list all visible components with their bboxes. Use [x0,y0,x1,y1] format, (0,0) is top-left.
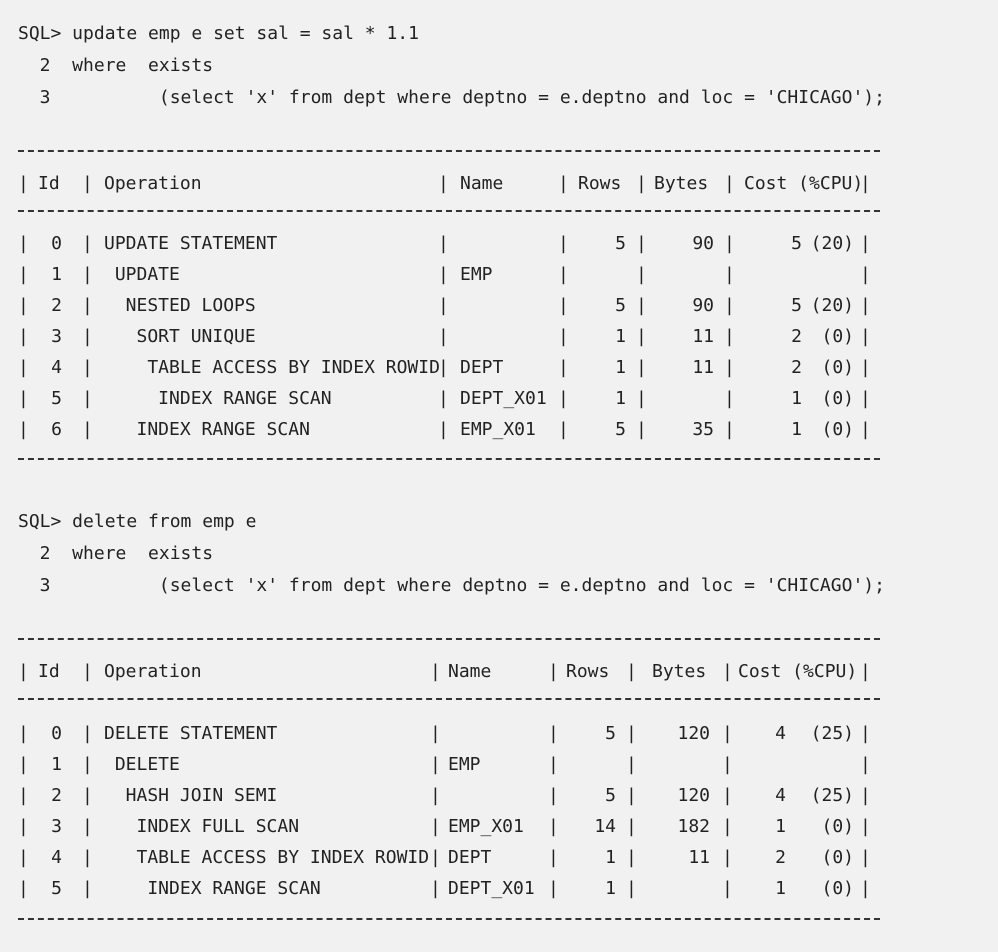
header-cost: Cost (%CPU) [744,173,864,194]
cell-name: EMP_X01 [460,419,536,440]
cell-bytes: 35 [692,419,714,440]
column-divider: | [860,419,871,440]
cell-id: 6 [51,419,62,440]
column-divider: | [724,388,735,409]
column-divider: | [558,233,569,254]
column-divider: | [860,357,871,378]
column-divider: | [82,785,93,806]
cell-operation: INDEX RANGE SCAN [104,419,310,440]
cell-rows: 1 [605,847,616,868]
header-operation: Operation [104,173,202,194]
column-divider: | [82,326,93,347]
column-divider: | [82,357,93,378]
cell-id: 4 [51,357,62,378]
column-divider: | [626,723,637,744]
column-divider: | [558,295,569,316]
cell-id: 1 [51,264,62,285]
cell-id: 3 [51,326,62,347]
cell-name: EMP [448,754,481,775]
header-name: Name [448,661,492,682]
column-divider: | [82,233,93,254]
column-divider: | [636,388,647,409]
column-divider: | [626,754,637,775]
cell-bytes: 11 [692,326,714,347]
column-divider: | [860,847,871,868]
cell-cost: 1 [791,388,802,409]
column-divider: | [558,419,569,440]
column-divider: | [430,847,441,868]
separator-line [18,150,880,152]
column-divider: | [636,419,647,440]
column-divider: | [18,295,29,316]
column-divider: | [860,326,871,347]
header-bytes: Bytes [654,173,709,194]
cell-bytes: 120 [677,723,710,744]
column-divider: | [722,723,733,744]
cell-name: DEPT [460,357,504,378]
column-divider: | [18,723,29,744]
column-divider: | [860,295,871,316]
column-divider: | [18,785,29,806]
column-divider: | [430,785,441,806]
column-divider: | [548,785,559,806]
cell-id: 5 [51,878,62,899]
cell-operation: INDEX FULL SCAN [104,816,300,837]
column-divider: | [82,878,93,899]
plan-row [18,877,898,901]
plan-header-row: | Id | Operation | Name | Rows | Bytes | Cost (%CPU) | [18,661,871,682]
sql-line: 3 (select 'x' from dept where deptno = e.deptno and loc = 'CHICAGO'); [18,575,885,596]
cell-rows: 1 [615,388,626,409]
column-divider: | [438,264,449,285]
cell-cost: 4 [775,723,786,744]
column-divider: | [722,816,733,837]
cell-rows: 5 [615,233,626,254]
column-divider: | [18,419,29,440]
column-divider: | [438,388,449,409]
cell-rows: 1 [615,326,626,347]
column-divider: | [860,233,871,254]
column-divider: | [626,785,637,806]
column-divider: | [548,816,559,837]
column-divider: | [558,388,569,409]
column-divider: | [18,357,29,378]
plan-row [18,294,898,318]
cell-operation: UPDATE STATEMENT [104,233,278,254]
separator-line [18,210,880,212]
plan-row [18,815,898,839]
column-divider: | [626,816,637,837]
column-divider: | [860,754,871,775]
cell-rows: 5 [615,295,626,316]
cell-cpu: (20) [810,295,854,316]
column-divider: | [558,326,569,347]
column-divider: | [860,388,871,409]
plan-row [18,356,898,380]
cell-cpu: (0) [821,388,854,409]
cell-cpu: (0) [821,419,854,440]
cell-bytes: 90 [692,295,714,316]
column-divider: | [860,878,871,899]
column-divider: | [860,816,871,837]
header-rows: Rows [578,173,622,194]
column-divider: | [860,723,871,744]
column-divider: | [82,754,93,775]
header-rows: Rows [566,661,610,682]
cell-rows: 5 [605,785,616,806]
column-divider: | [18,233,29,254]
column-divider: | [438,357,449,378]
cell-id: 0 [51,723,62,744]
cell-id: 2 [51,295,62,316]
column-divider: | [82,295,93,316]
cell-operation: DELETE STATEMENT [104,723,278,744]
cell-id: 3 [51,816,62,837]
header-cost: Cost (%CPU) [738,661,858,682]
column-divider: | [626,847,637,868]
cell-id: 1 [51,754,62,775]
separator-line [18,458,880,460]
cell-rows: 5 [615,419,626,440]
cell-operation: TABLE ACCESS BY INDEX ROWID [104,357,440,378]
cell-operation: HASH JOIN SEMI [104,785,278,806]
cell-cpu: (25) [810,785,854,806]
column-divider: | [636,295,647,316]
sql-line: 3 (select 'x' from dept where deptno = e.deptno and loc = 'CHICAGO'); [18,87,885,108]
cell-cost: 1 [775,878,786,899]
cell-bytes: 120 [677,785,710,806]
cell-operation: INDEX RANGE SCAN [104,878,321,899]
cell-cpu: (20) [810,233,854,254]
sql-line: SQL> delete from emp e [18,511,257,532]
cell-name: EMP [460,264,493,285]
column-divider: | [548,878,559,899]
cell-name: DEPT_X01 [448,878,535,899]
column-divider: | [722,754,733,775]
column-divider: | [860,785,871,806]
cell-id: 5 [51,388,62,409]
cell-rows: 1 [605,878,616,899]
column-divider: | [430,878,441,899]
cell-cpu: (0) [821,326,854,347]
cell-cost: 1 [775,816,786,837]
column-divider: | [430,754,441,775]
plan-row [18,846,898,870]
column-divider: | [18,878,29,899]
column-divider: | [636,264,647,285]
cell-bytes: 11 [692,357,714,378]
column-divider: | [438,419,449,440]
cell-cost: 2 [791,357,802,378]
column-divider: | [438,326,449,347]
column-divider: | [724,233,735,254]
header-bytes: Bytes [652,661,707,682]
column-divider: | [724,264,735,285]
cell-cpu: (0) [821,816,854,837]
cell-operation: NESTED LOOPS [104,295,256,316]
cell-cost: 2 [791,326,802,347]
plan-row [18,387,898,411]
column-divider: | [724,357,735,378]
plan-row [18,753,898,777]
column-divider: | [438,295,449,316]
cell-cpu: (0) [821,357,854,378]
header-id: Id [38,661,60,682]
column-divider: | [724,419,735,440]
column-divider: | [548,723,559,744]
column-divider: | [860,264,871,285]
column-divider: | [636,357,647,378]
sql-line: 2 where exists [18,543,214,564]
column-divider: | [18,388,29,409]
column-divider: | [18,264,29,285]
column-divider: | [626,878,637,899]
cell-cost: 1 [791,419,802,440]
cell-rows: 14 [594,816,616,837]
cell-rows: 5 [605,723,616,744]
sql-line: 2 where exists [18,55,214,76]
plan-row [18,722,898,746]
column-divider: | [82,264,93,285]
plan-row [18,418,898,442]
plan-row [18,325,898,349]
column-divider: | [548,754,559,775]
column-divider: | [724,326,735,347]
column-divider: | [438,233,449,254]
cell-bytes: 90 [692,233,714,254]
column-divider: | [82,388,93,409]
cell-id: 2 [51,785,62,806]
cell-name: DEPT [448,847,492,868]
separator-line [18,918,880,920]
plan-header-row: | Id | Operation | Name | Rows | Bytes | Cost (%CPU) | [18,173,871,194]
plan-row [18,263,898,287]
cell-cost: 4 [775,785,786,806]
sql-line: SQL> update emp e set sal = sal * 1.1 [18,23,419,44]
column-divider: | [18,847,29,868]
column-divider: | [82,723,93,744]
column-divider: | [558,357,569,378]
column-divider: | [558,264,569,285]
column-divider: | [82,847,93,868]
cell-bytes: 11 [688,847,710,868]
separator-line [18,698,880,700]
cell-cpu: (25) [810,723,854,744]
column-divider: | [722,847,733,868]
column-divider: | [636,233,647,254]
cell-operation: INDEX RANGE SCAN [104,388,332,409]
column-divider: | [722,878,733,899]
plan-row [18,784,898,808]
cell-name: EMP_X01 [448,816,524,837]
column-divider: | [18,816,29,837]
cell-operation: TABLE ACCESS BY INDEX ROWID [104,847,430,868]
cell-id: 0 [51,233,62,254]
cell-cpu: (0) [821,878,854,899]
column-divider: | [82,419,93,440]
column-divider: | [18,326,29,347]
cell-operation: SORT UNIQUE [104,326,256,347]
cell-cost: 5 [791,295,802,316]
cell-cpu: (0) [821,847,854,868]
header-id: Id [38,173,60,194]
column-divider: | [82,816,93,837]
cell-id: 4 [51,847,62,868]
cell-cost: 2 [775,847,786,868]
column-divider: | [724,295,735,316]
column-divider: | [722,785,733,806]
cell-bytes: 182 [677,816,710,837]
column-divider: | [636,326,647,347]
cell-rows: 1 [615,357,626,378]
column-divider: | [18,754,29,775]
separator-line [18,638,880,640]
column-divider: | [548,847,559,868]
cell-operation: UPDATE [104,264,180,285]
header-name: Name [460,173,504,194]
plan-row [18,232,898,256]
cell-operation: DELETE [104,754,180,775]
cell-cost: 5 [791,233,802,254]
cell-name: DEPT_X01 [460,388,547,409]
header-operation: Operation [104,661,202,682]
column-divider: | [430,816,441,837]
column-divider: | [430,723,441,744]
